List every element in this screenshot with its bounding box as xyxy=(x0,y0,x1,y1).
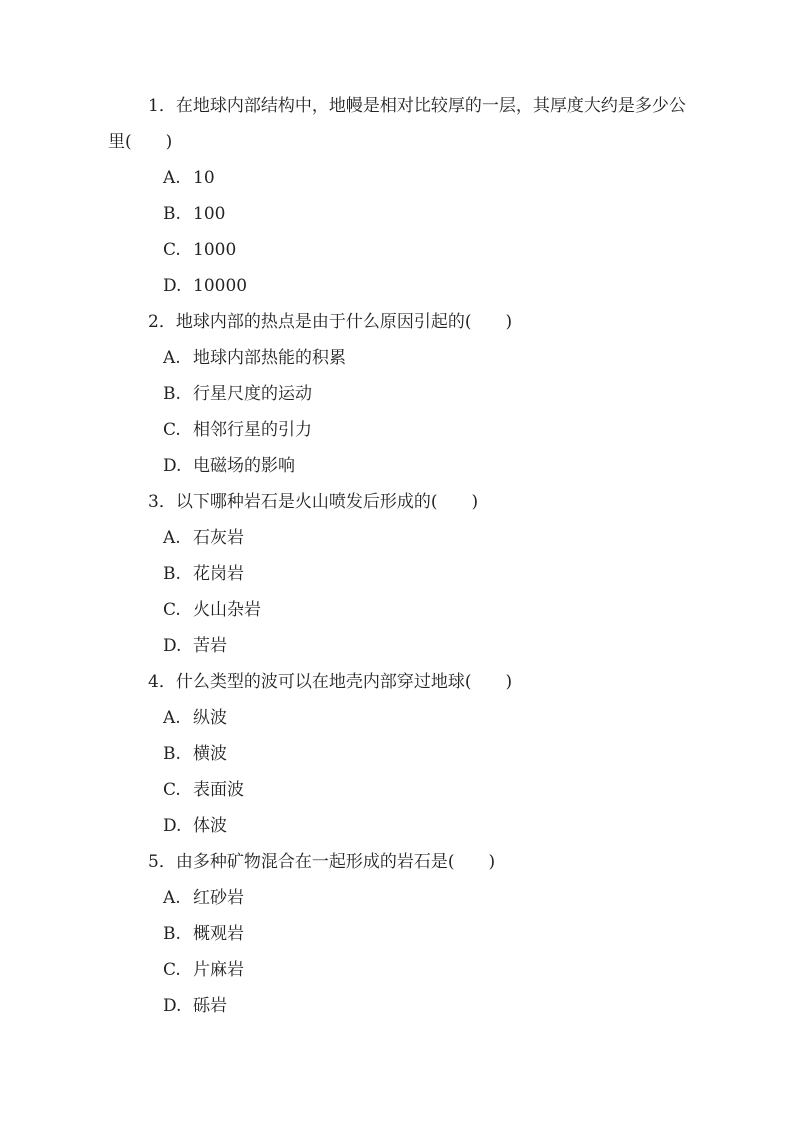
option-text: 10000 xyxy=(193,276,248,296)
option-letter: C. xyxy=(163,960,181,980)
question-text: 3．以下哪种岩石是火山喷发后形成的( ) xyxy=(148,492,479,512)
option-text: 石灰岩 xyxy=(193,528,244,548)
option-b xyxy=(163,744,227,764)
option-d xyxy=(163,816,227,836)
option-letter: D. xyxy=(163,636,182,656)
question-4 xyxy=(108,664,694,700)
option-letter: D. xyxy=(163,816,182,836)
option-letter: C. xyxy=(163,600,181,620)
question-3 xyxy=(108,484,694,520)
option-letter: A. xyxy=(163,348,181,368)
option-c xyxy=(163,420,312,440)
option-c xyxy=(163,960,244,980)
option-letter: A. xyxy=(163,708,181,728)
option-text: 1000 xyxy=(193,240,237,260)
option-text: 相邻行星的引力 xyxy=(193,420,312,440)
option-letter: A. xyxy=(163,888,181,908)
option-a xyxy=(163,888,244,908)
option-letter: B. xyxy=(163,204,181,224)
option-letter: D. xyxy=(163,456,182,476)
option-text: 表面波 xyxy=(193,780,244,800)
question-text: 4．什么类型的波可以在地壳内部穿过地球( ) xyxy=(148,672,513,692)
option-text: 片麻岩 xyxy=(193,960,244,980)
option-letter: C. xyxy=(163,780,181,800)
option-b xyxy=(163,204,225,224)
question-text: 1．在地球内部结构中，地幔是相对比较厚的一层，其厚度大约是多少公里( ) xyxy=(108,96,686,152)
question-text: 2．地球内部的热点是由于什么原因引起的( ) xyxy=(148,312,513,332)
option-a xyxy=(163,708,227,728)
option-text: 花岗岩 xyxy=(193,564,244,584)
option-letter: B. xyxy=(163,744,181,764)
option-letter: B. xyxy=(163,564,181,584)
option-letter: B. xyxy=(163,384,181,404)
option-letter: D. xyxy=(163,996,182,1016)
option-letter: B. xyxy=(163,924,181,944)
option-text: 体波 xyxy=(193,816,227,836)
option-text: 概观岩 xyxy=(193,924,244,944)
option-text: 火山杂岩 xyxy=(193,600,261,620)
option-d xyxy=(163,456,295,476)
question-2 xyxy=(108,304,694,340)
option-text: 地球内部热能的积累 xyxy=(193,348,346,368)
option-text: 100 xyxy=(193,204,226,224)
option-text: 10 xyxy=(193,168,215,188)
option-letter: C. xyxy=(163,240,181,260)
option-text: 横波 xyxy=(193,744,227,764)
option-c xyxy=(163,600,261,620)
option-d xyxy=(163,276,247,296)
option-b xyxy=(163,384,312,404)
option-letter: A. xyxy=(163,168,181,188)
option-a xyxy=(163,528,244,548)
option-b xyxy=(163,564,244,584)
option-a xyxy=(163,168,215,188)
option-d xyxy=(163,636,227,656)
question-1 xyxy=(108,88,694,160)
option-text: 行星尺度的运动 xyxy=(193,384,312,404)
option-text: 苦岩 xyxy=(193,636,227,656)
question-text: 5．由多种矿物混合在一起形成的岩石是( ) xyxy=(148,852,496,872)
option-a xyxy=(163,348,346,368)
option-letter: A. xyxy=(163,528,181,548)
question-5 xyxy=(108,844,694,880)
option-d xyxy=(163,996,227,1016)
option-letter: D. xyxy=(163,276,182,296)
option-letter: C. xyxy=(163,420,181,440)
option-text: 红砂岩 xyxy=(193,888,244,908)
option-text: 砾岩 xyxy=(193,996,227,1016)
option-text: 纵波 xyxy=(193,708,227,728)
option-text: 电磁场的影响 xyxy=(193,456,295,476)
option-c xyxy=(163,780,244,800)
option-c xyxy=(163,240,236,260)
option-b xyxy=(163,924,244,944)
